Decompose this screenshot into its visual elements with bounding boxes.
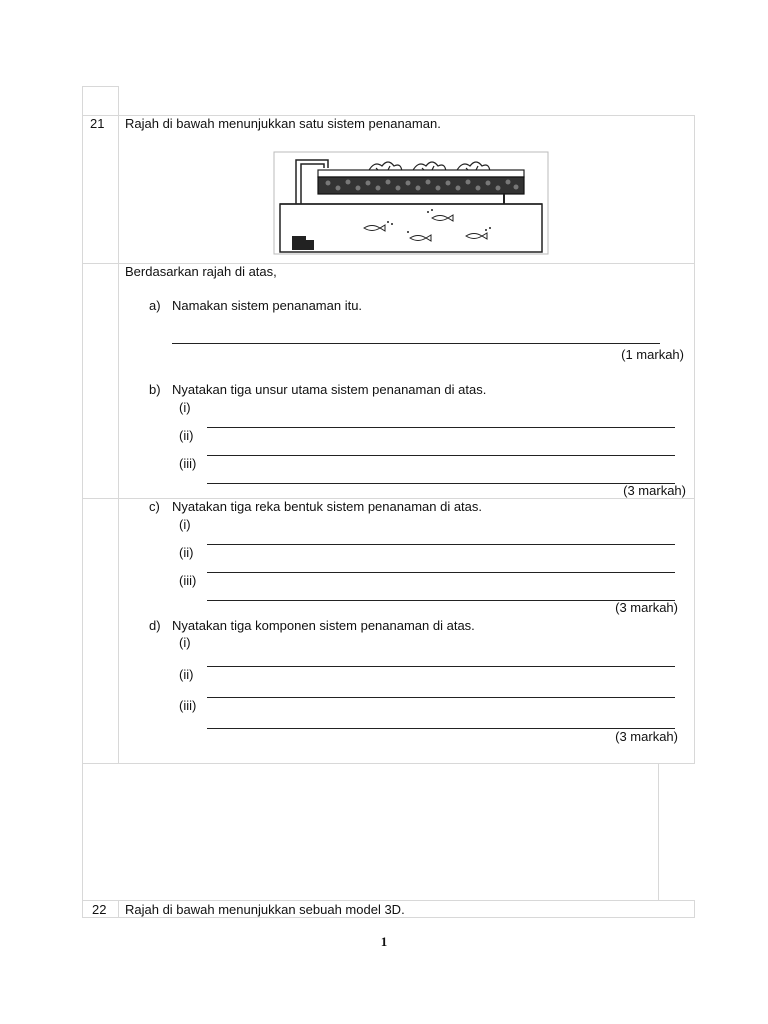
part-c-roman-i: (i) xyxy=(179,517,191,532)
part-a-letter: a) xyxy=(149,298,161,313)
part-b-roman-ii: (ii) xyxy=(179,428,194,443)
question-number-21: 21 xyxy=(90,116,105,131)
based-on-diagram: Berdasarkan rajah di atas, xyxy=(125,264,277,279)
table-right-border xyxy=(694,115,695,764)
q22-right-border xyxy=(694,900,695,918)
question-21-intro: Rajah di bawah menunjukkan satu sistem penanaman. xyxy=(125,116,441,131)
part-b-marks: (3 markah) xyxy=(623,483,686,498)
table-col-divider xyxy=(118,86,119,764)
page-number: 1 xyxy=(380,934,388,949)
table-top-stub xyxy=(82,86,119,87)
part-a-marks: (1 markah) xyxy=(621,347,684,362)
table-left-border-top xyxy=(82,86,83,764)
part-d-roman-ii: (ii) xyxy=(179,667,194,682)
part-a-question: Namakan sistem penanaman itu. xyxy=(172,298,363,313)
part-d-roman-iii: (iii) xyxy=(179,698,197,713)
part-c-roman-iii: (iii) xyxy=(179,573,197,588)
q22-left-border xyxy=(82,900,83,918)
blank-box-bottom xyxy=(82,900,695,901)
blank-box-right xyxy=(658,763,659,900)
part-d-answer-line-1 xyxy=(207,666,675,667)
part-c-roman-ii: (ii) xyxy=(179,545,194,560)
part-d-roman-i: (i) xyxy=(179,635,191,650)
part-b-answer-line-2 xyxy=(207,455,675,456)
row-21-bottom-border xyxy=(82,763,695,764)
question-number-22: 22 xyxy=(92,902,107,917)
part-d-question: Nyatakan tiga komponen sistem penanaman di atas. xyxy=(172,618,475,633)
part-d-letter: d) xyxy=(149,618,161,633)
part-b-answer-line-1 xyxy=(207,427,675,428)
part-b-roman-iii: (iii) xyxy=(179,456,197,471)
part-b-question: Nyatakan tiga unsur utama sistem penanaman di atas. xyxy=(172,382,487,397)
part-b-roman-i: (i) xyxy=(179,400,191,415)
part-c-question: Nyatakan tiga reka bentuk sistem penanaman di atas. xyxy=(172,499,483,514)
part-b-letter: b) xyxy=(149,382,161,397)
part-c-letter: c) xyxy=(149,499,160,514)
blank-box-left xyxy=(82,763,83,900)
part-c-marks: (3 markah) xyxy=(615,600,678,615)
part-c-answer-line-1 xyxy=(207,544,675,545)
part-d-marks: (3 markah) xyxy=(615,729,678,744)
part-d-answer-line-2 xyxy=(207,697,675,698)
part-c-answer-line-2 xyxy=(207,572,675,573)
question-22-intro: Rajah di bawah menunjukkan sebuah model 3D. xyxy=(125,902,405,917)
q22-col-divider xyxy=(118,900,119,918)
aquaponics-diagram xyxy=(272,150,550,256)
part-a-answer-line xyxy=(172,343,660,344)
